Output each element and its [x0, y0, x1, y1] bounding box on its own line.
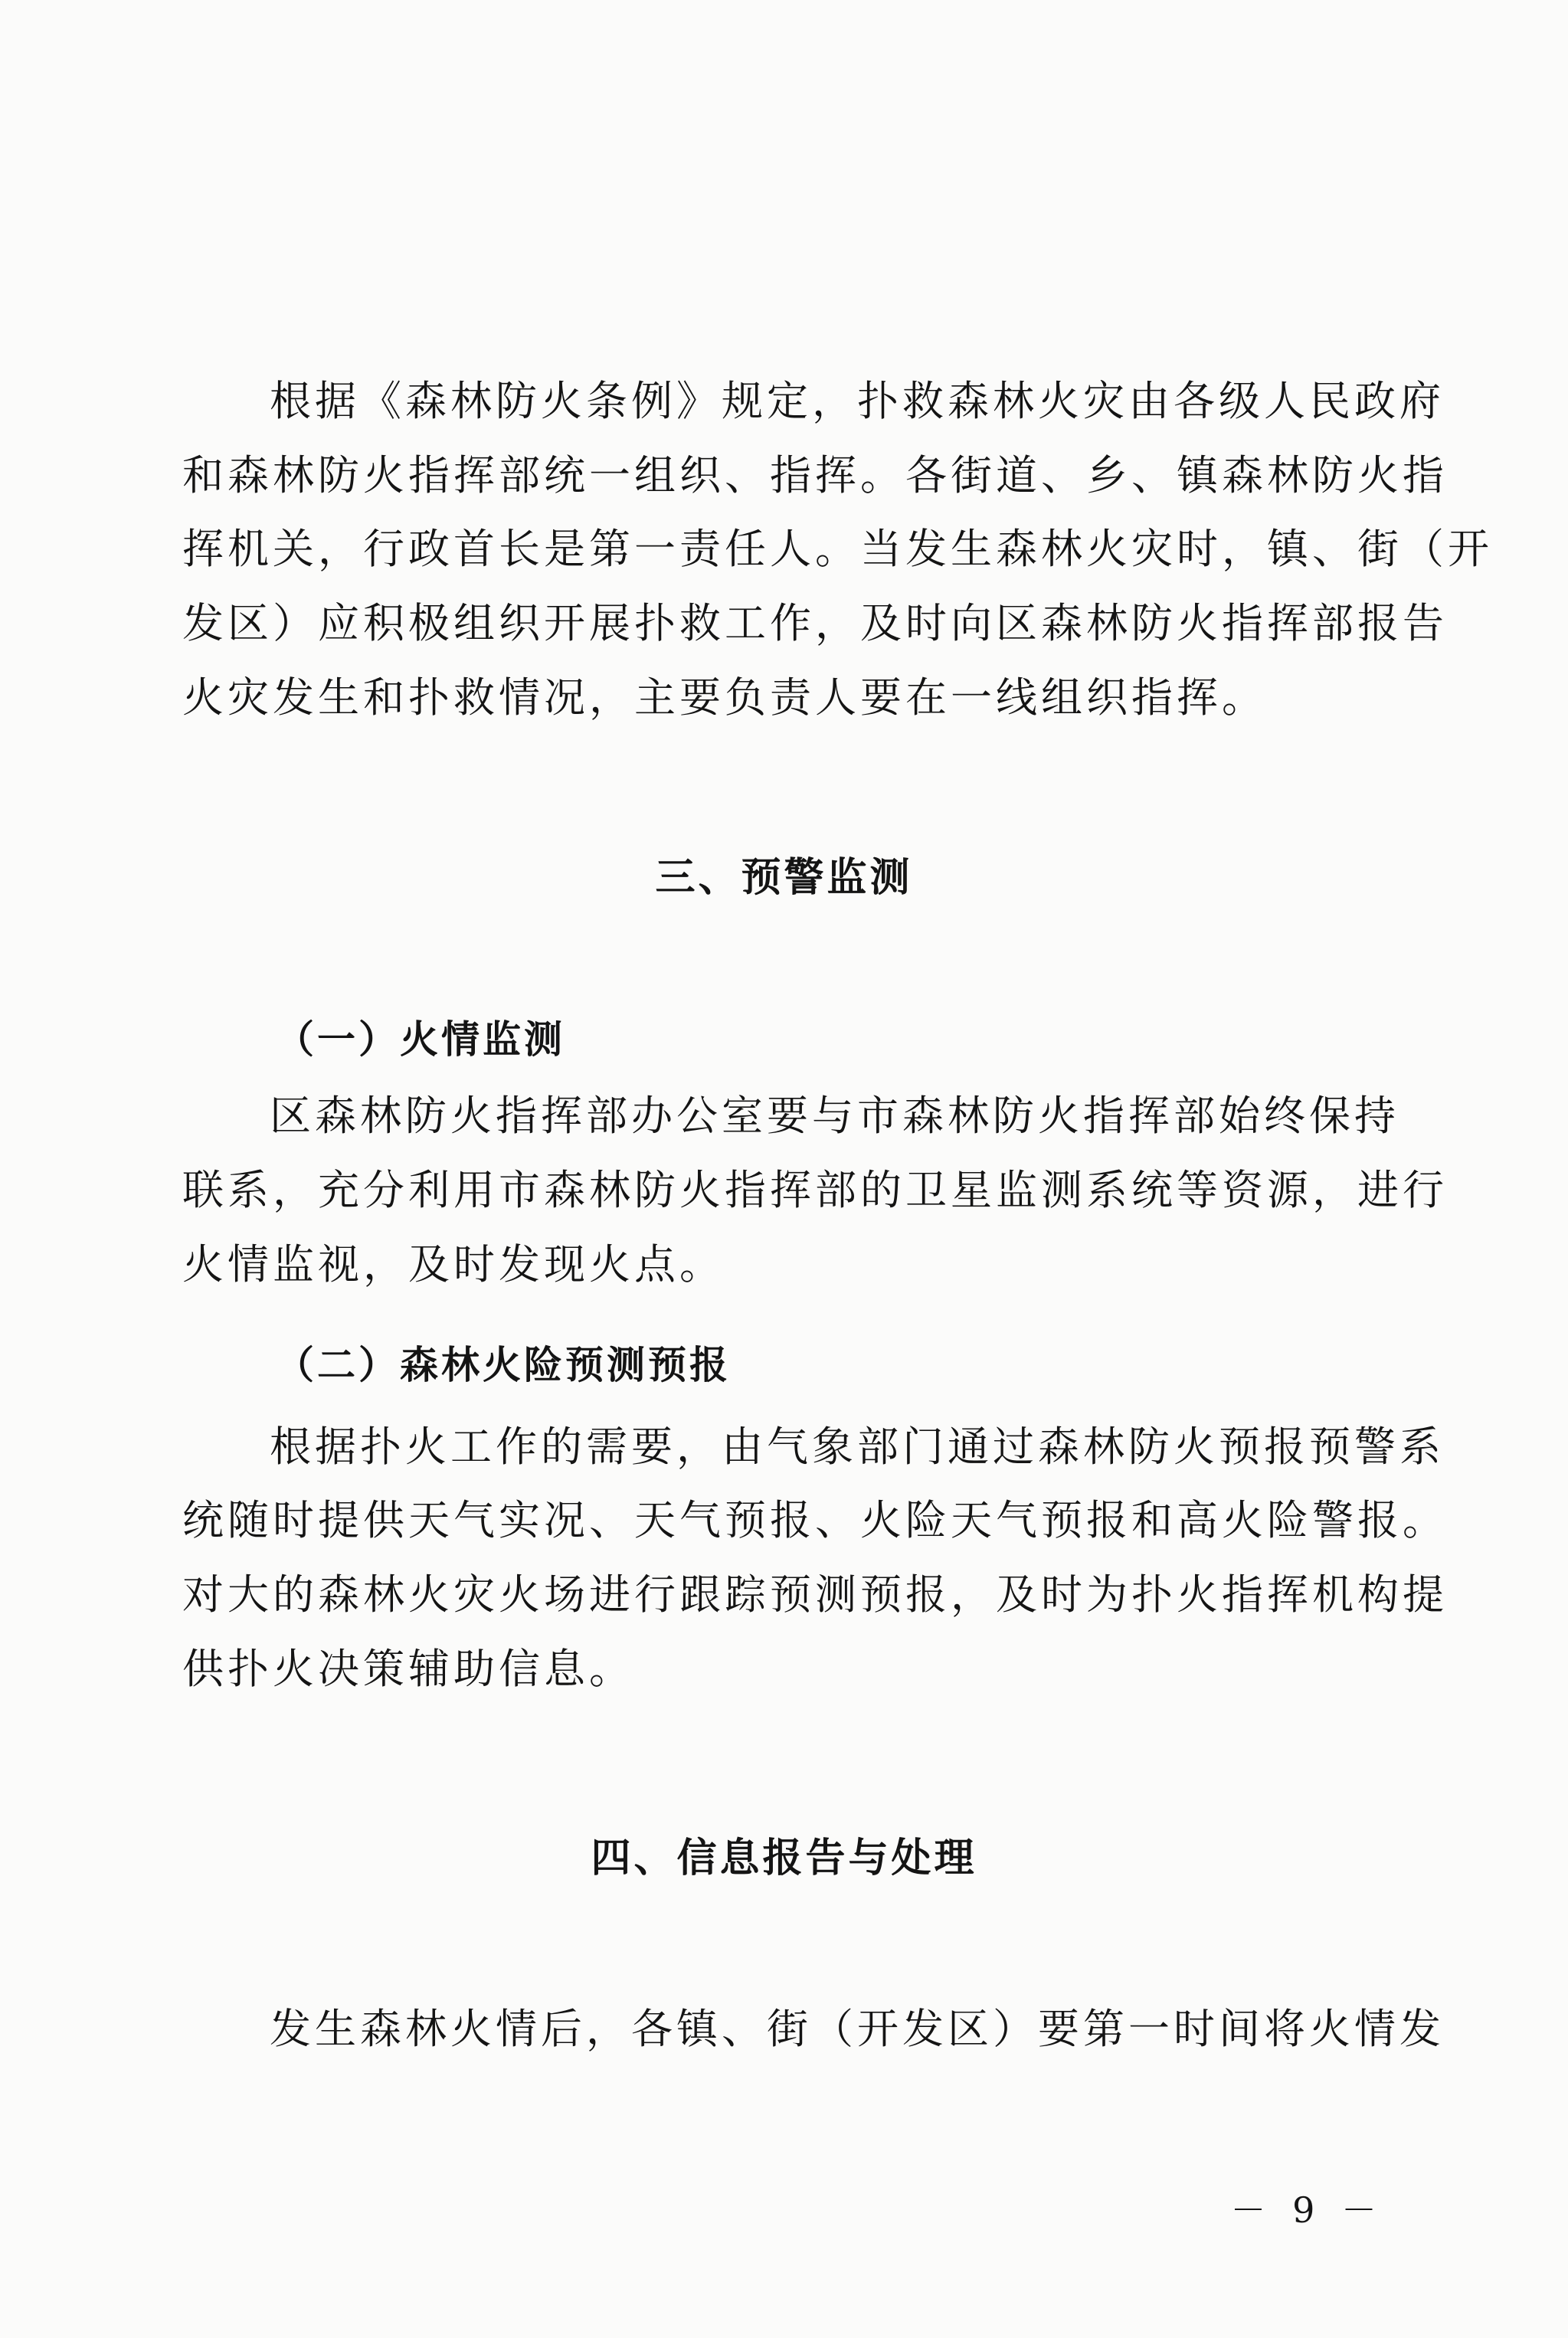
paragraph-line: 火情监视，及时发现火点。	[182, 1240, 725, 1289]
paragraph-line: 区森林防火指挥部办公室要与市森林防火指挥部始终保持	[270, 1092, 1399, 1140]
paragraph-line: 发区）应积极组织开展扑救工作，及时向区森林防火指挥部报告	[182, 599, 1448, 647]
paragraph-line: 供扑火决策辅助信息。	[182, 1645, 634, 1693]
paragraph-line: 和森林防火指挥部统一组织、指挥。各街道、乡、镇森林防火指	[182, 451, 1448, 499]
paragraph-line: 根据《森林防火条例》规定，扑救森林火灾由各级人民政府	[270, 377, 1445, 425]
page-number: － 9 －	[1230, 2189, 1384, 2231]
paragraph-line: 联系，充分利用市森林防火指挥部的卫星监测系统等资源，进行	[182, 1166, 1448, 1214]
subsection-heading: （一）火情监测	[276, 1017, 565, 1062]
subsection-heading: （二）森林火险预测预报	[276, 1343, 731, 1387]
paragraph-line: 挥机关，行政首长是第一责任人。当发生森林火灾时，镇、街（开	[182, 525, 1493, 573]
section-heading: 四、信息报告与处理	[591, 1835, 977, 1881]
section-heading: 三、预警监测	[655, 855, 913, 901]
paragraph-line: 对大的森林火灾火场进行跟踪预测预报，及时为扑火指挥机构提	[182, 1570, 1448, 1619]
paragraph-line: 统随时提供天气实况、天气预报、火险天气预报和高火险警报。	[182, 1496, 1448, 1544]
paragraph-line: 根据扑火工作的需要，由气象部门通过森林防火预报预警系	[270, 1423, 1445, 1471]
paragraph-line: 发生森林火情后，各镇、街（开发区）要第一时间将火情发	[270, 2005, 1445, 2053]
paragraph-line: 火灾发生和扑救情况，主要负责人要在一线组织指挥。	[182, 673, 1267, 722]
